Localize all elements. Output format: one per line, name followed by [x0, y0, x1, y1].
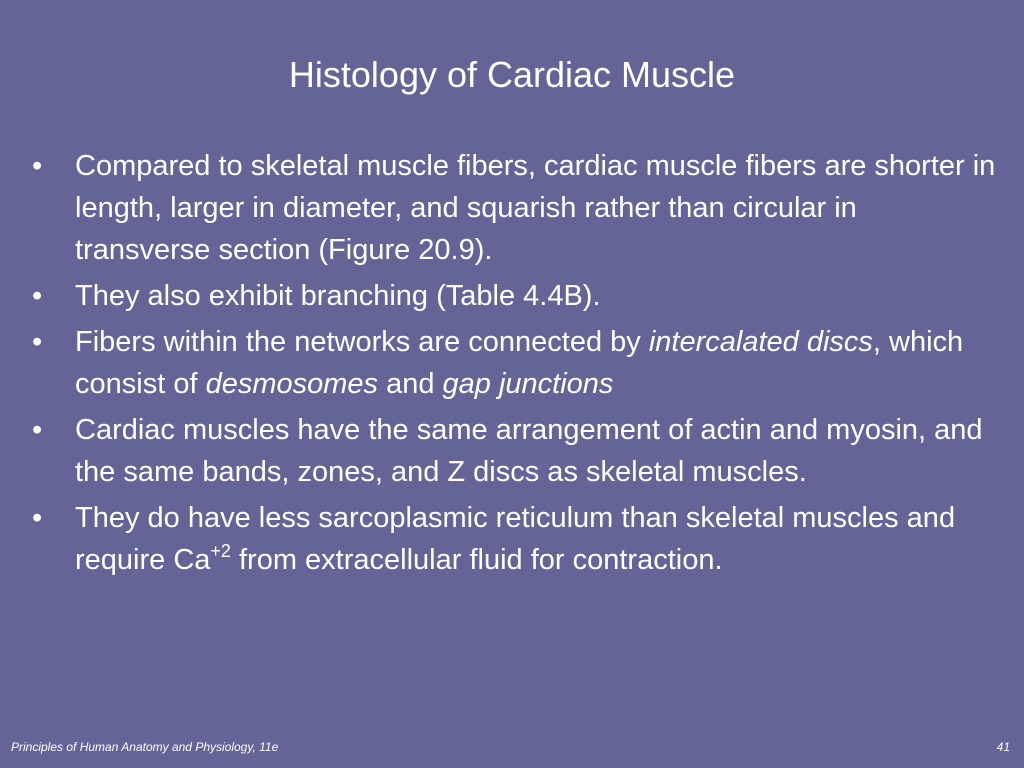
bullet-list — [32, 145, 997, 585]
bullet-item-1 — [32, 145, 997, 271]
footer-book-title: Principles of Human Anatomy and Physiology, 11e — [11, 740, 279, 754]
bullet-text: Fibers within the networks are connected by — [75, 326, 649, 358]
bullet-marker: • — [32, 502, 43, 534]
slide-number: 41 — [996, 740, 1010, 754]
bullet-marker: • — [32, 326, 43, 358]
bullet-marker: • — [32, 414, 43, 446]
bullet-item-4 — [32, 409, 997, 493]
bullet-item-5 — [32, 497, 997, 581]
term-intercalated-discs: intercalated discs — [648, 326, 873, 358]
bullet-item-2 — [32, 275, 997, 317]
bullet-text: They do have less sarcoplasmic reticulum than skeletal muscles and require Ca — [75, 502, 956, 576]
bullet-text: Compared to skeletal muscle fibers, cardiac muscle fibers are shorter in length, larger in diameter, and squarish rather than circular in transverse section (Figure 20.9). — [75, 150, 996, 266]
bullet-text: They also exhibit branching (Table 4.4B). — [75, 280, 601, 312]
term-desmosomes: desmosomes — [205, 368, 379, 400]
bullet-item-3 — [32, 321, 997, 405]
bullet-marker: • — [32, 280, 43, 312]
bullet-text: from extracellular fluid for contraction. — [230, 544, 723, 576]
slide-title: Histology of Cardiac Muscle — [288, 54, 736, 95]
bullet-text: , which consist of — [75, 326, 964, 400]
term-gap-junctions: gap junctions — [442, 368, 614, 400]
bullet-text: Cardiac muscles have the same arrangement of actin and myosin, and the same bands, zones, and Z discs as skeletal muscles. — [75, 414, 983, 488]
bullet-text: and — [378, 368, 443, 400]
bullet-marker: • — [32, 150, 43, 182]
calcium-charge-superscript: +2 — [210, 541, 231, 561]
